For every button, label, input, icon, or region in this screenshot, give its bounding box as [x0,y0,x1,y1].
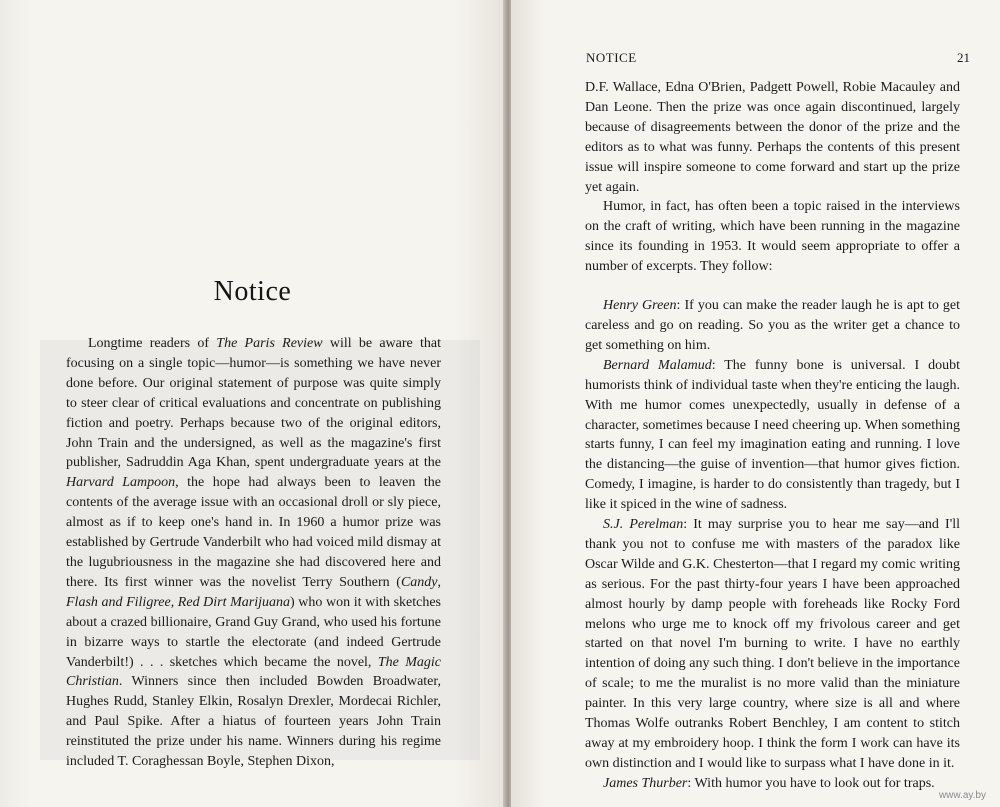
text-run: , the hope had always been to leaven the contents of the average issue with an occasional droll or sly piece, almost as if to keep one's hand in. In 1960 a humor prize was established by Gertrude Vanderbilt who had voiced mild dismay at the lugubriousness in the magazine she had discovered here and there. Its first winner was the novelist Terry Southern ( [66,475,441,590]
text-run: , [170,594,178,610]
italic-text-run: The Magic Christian [66,654,441,690]
text-run: , [437,574,441,590]
text-run: D.F. Wallace, Edna O'Brien, Padgett Powell, Robie Macauley and Dan Leone. Then the prize was once again discontinued, largely because of disagreements between the donor of the prize and the editors as to what was funny. Perhaps the contents of this present issue will inspire someone to come forward and start up the prize yet again. [585,80,960,195]
running-head: NOTICE [586,50,637,65]
text-run: : If you can make the reader laugh he is apt to get careless and go on reading. So you as the writer get a chance to get something on him. [585,298,961,353]
text-run: . Winners since then included Bowden Broadwater, Hughes Rudd, Stanley Elkin, Rosalyn Drexler, Mordecai Richler, and Paul Spike. After a hiatus of fourteen years John Train reinstituted the prize under his name. Winners during his regime included T. Coraghessan Boyle, Stephen Dixon, [66,674,441,770]
italic-text-run: The Paris Review [216,336,323,351]
italic-text-run: Bernard Malamud [603,357,712,373]
text-run: will be aware that focusing on a single topic—humor—is something we have never done before. Our original statement of purpose was quite simply to steer clear of critical evaluations and concentrate on publishing fiction and poetry. Perhaps because two of the original editors, John Train and the undersigned, as well as the magazine's first publisher, Sadruddin Aga Khan, spent undergraduate years at the [66,336,442,471]
paragraph-spacer [585,277,960,296]
page-number: 21 [957,50,970,65]
italic-text-run: Harvard Lampoon [66,475,176,491]
right-body-text [585,78,960,794]
body-paragraph [585,78,960,197]
text-run: Longtime readers of [88,336,217,351]
body-paragraph [585,356,960,515]
italic-text-run: Flash and Filigree [66,594,171,610]
italic-text-run: James Thurber [603,775,688,791]
notice-body-paragraph [66,334,441,772]
body-paragraph [585,774,960,794]
text-run: Humor, in fact, has often been a topic raised in the interviews on the craft of writing, which have been running in the magazine since its founding in 1953. It would seem appropriate to offer a number of excerpts. They follow: [585,199,960,275]
right-page [511,0,1000,807]
text-run: ) who won it with sketches about a crazed billionaire, Grand Guy Grand, who used his fortune in bizarre ways to startle the electorate (and indeed Gertrude Vanderbilt!) . . . sketches which became the novel, [66,594,442,670]
italic-text-run: Red Dirt Marijuana [177,594,290,610]
page-title: Notice [213,276,292,307]
italic-text-run: Candy [400,574,438,590]
italic-text-run: Henry Green [603,298,677,314]
text-run: : It may surprise you to hear me say—and I'll thank you not to confuse me with masters of the paradox like Oscar Wilde and G.K. Chesterton—that I regard my comic writing as serious. For the past thirty-four years I have been approached almost hourly by damp people with foreheads like Rocky Ford melons who urge me to knock off my frivolous career and get started on that novel I'm burning to write. I have no earthly intention of doing any such thing. I don't believe in the importance of scale; to me the muralist is no more valid than the miniature painter. In this very large country, where size is all and where Thomas Wolfe outranks Robert Benchley, I am content to stitch away at my embroidery hoop. I think the form I work can have its own distinction and I would like to surpass what I have done in it. [585,517,960,771]
body-paragraph [585,197,960,277]
body-paragraph [585,296,960,356]
text-run: : With humor you have to look out for traps. [687,775,935,791]
body-paragraph [585,515,960,774]
watermark: www.ay.by [938,790,986,801]
text-run: : The funny bone is universal. I doubt humorists think of individual taste when they're enticing the laugh. With me humor comes unexpectedly, usually in defense of a character, sometimes because I need cheering up. When something starts funny, I can feel my imagination eating and running. I love the distancing—the guise of invention—that humor gives fiction. Comedy, I imagine, is harder to do consistently than tragedy, but I like it spiced in the wine of sadness. [585,357,960,513]
italic-text-run: S.J. Perelman [603,517,684,533]
